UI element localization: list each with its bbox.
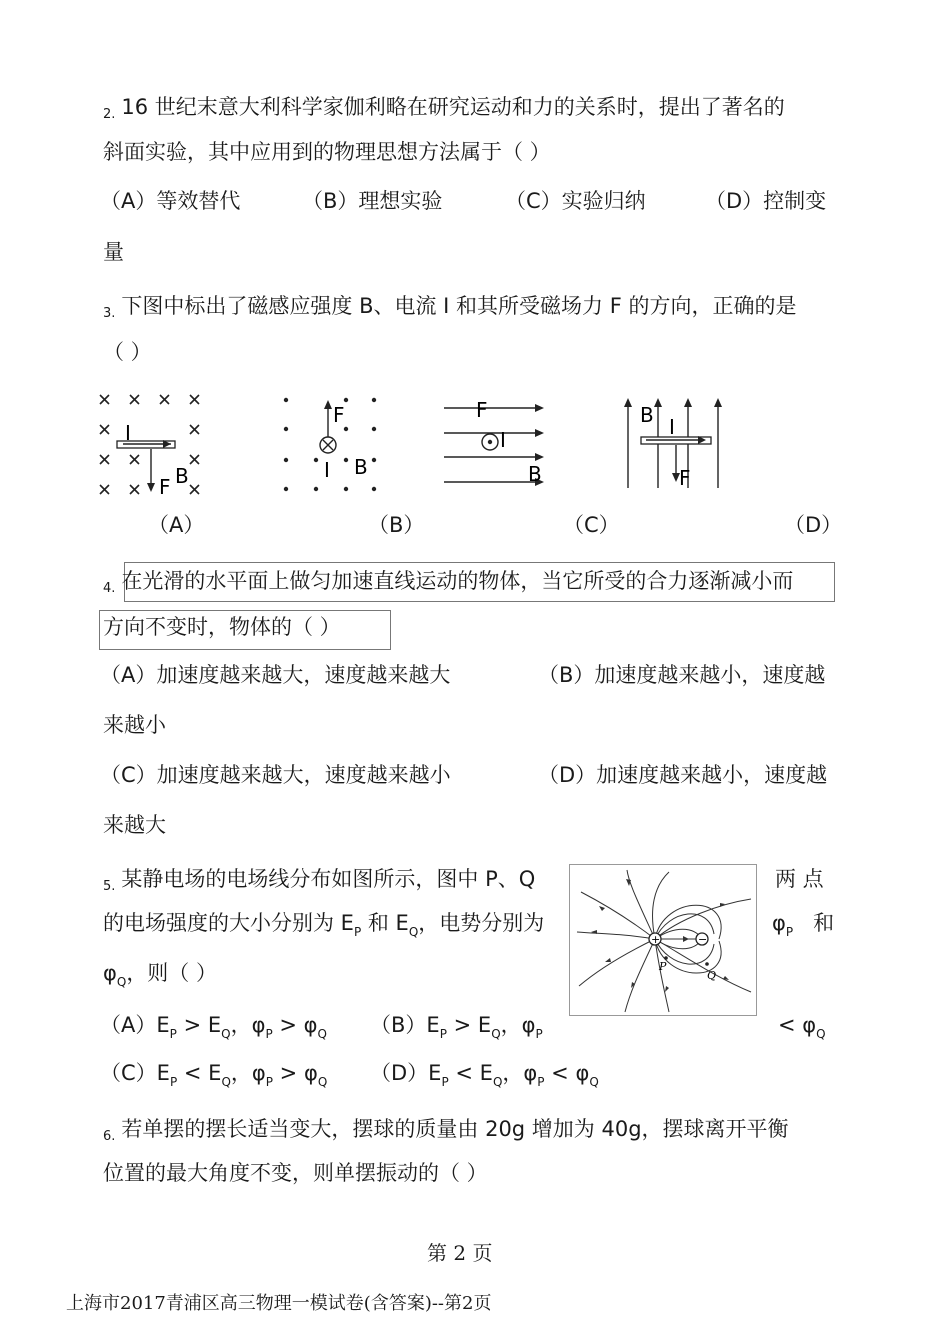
q6-line1: 6. 若单摆的摆长适当变大，摆球的质量由 20g 增加为 40g，摆球离开平衡	[103, 1117, 789, 1144]
svg-text:+: +	[651, 933, 661, 946]
label-b: B	[640, 403, 654, 427]
label-i: I	[669, 415, 675, 439]
q5-option-b: $(B)E_P > E_Q$，$\varphi_P$	[370, 1013, 543, 1041]
label-b: B	[175, 464, 189, 488]
q6-line2: 位置的最大角度不变，则单摆振动的（ ）	[103, 1161, 488, 1185]
q2-line1: 2. 16 世纪末意大利科学家伽利略在研究运动和力的关系时，提出了著名的	[103, 95, 785, 122]
label-b: B	[354, 455, 368, 479]
q5-option-d: $(D)E_P < E_Q$，$\varphi_P < \varphi_Q$	[370, 1061, 599, 1089]
q3-figure-d	[616, 392, 726, 492]
point-q	[705, 962, 709, 966]
label-i: I	[500, 428, 506, 452]
page-number: 第 2 页	[427, 1241, 493, 1265]
q4-line1: 4. 在光滑的水平面上做匀加速直线运动的物体，当它所受的合力逐渐减小而	[103, 569, 794, 596]
force-arrow	[324, 400, 332, 409]
q2-line2: 斜面实验，其中应用到的物理思想方法属于（ ）	[103, 140, 551, 164]
q5-line1: 5. 某静电场的电场线分布如图所示，图中 P、Q	[103, 867, 536, 894]
label-q: Q	[707, 969, 717, 982]
q5-line2-right: $\varphi_P$ 和	[772, 911, 835, 939]
figure-frame	[570, 865, 757, 1016]
q2-option-d-cont: 量	[103, 240, 124, 264]
q4-option-a: （A）加速度越来越大，速度越来越大	[100, 663, 451, 687]
q5-option-b-tail: < $\varphi_Q$	[778, 1013, 826, 1041]
q2-option-c: （C）实验归纳	[505, 189, 646, 213]
q5-line2: 的电场强度的大小分别为 $E_P$ 和 $E_Q$，电势分别为	[103, 911, 545, 939]
label-f: F	[679, 466, 691, 490]
q5-option-c: $(C)E_P < E_Q$，$\varphi_P > \varphi_Q$	[100, 1061, 328, 1089]
q5-line1-right: 两 点	[775, 867, 824, 891]
label-f: F	[333, 403, 345, 427]
q3-label-a: （A）	[148, 513, 205, 537]
q4-option-d: （D）加速度越来越小，速度越	[538, 763, 828, 787]
q2-option-d: （D）控制变	[705, 189, 827, 213]
q3-label-d: （D）	[784, 513, 843, 537]
q2-option-a: （A）等效替代	[100, 189, 241, 213]
q3-label-b: （B）	[368, 513, 425, 537]
label-i: I	[125, 421, 131, 445]
q4-option-b: （B）加速度越来越小，速度越	[538, 663, 826, 687]
label-f: F	[159, 475, 171, 499]
label-p: P	[659, 960, 667, 973]
q4-option-d-cont: 来越大	[103, 813, 166, 837]
q2-option-b: （B）理想实验	[302, 189, 443, 213]
q3-figure-c	[440, 396, 552, 490]
q3-figure-a	[95, 388, 215, 500]
q5-option-a: $(A)E_P > E_Q$，$\varphi_P > \varphi_Q$	[100, 1013, 327, 1041]
q4-option-b-cont: 来越小	[103, 713, 166, 737]
force-arrow	[147, 483, 155, 492]
q5-electric-field-figure	[569, 864, 757, 1016]
q5-line3: $\varphi_Q$，则（ ）	[103, 961, 217, 989]
label-i: I	[324, 458, 330, 482]
q3-line1: 3. 下图中标出了磁感应强度 B、电流 I 和其所受磁场力 F 的方向，正确的是	[103, 294, 797, 321]
label-b: B	[528, 462, 542, 486]
q4-option-c: （C）加速度越来越大，速度越来越小	[100, 763, 451, 787]
svg-text:−: −	[698, 933, 708, 946]
document-footer: 上海市2017青浦区高三物理一模试卷(含答案)--第2页	[66, 1293, 492, 1314]
q3-label-c: （C）	[563, 513, 620, 537]
q3-figure-b	[278, 392, 388, 498]
q4-line2: 方向不变时，物体的（ ）	[103, 615, 341, 639]
q3-line2: （ ）	[103, 340, 152, 364]
label-f: F	[476, 398, 488, 422]
